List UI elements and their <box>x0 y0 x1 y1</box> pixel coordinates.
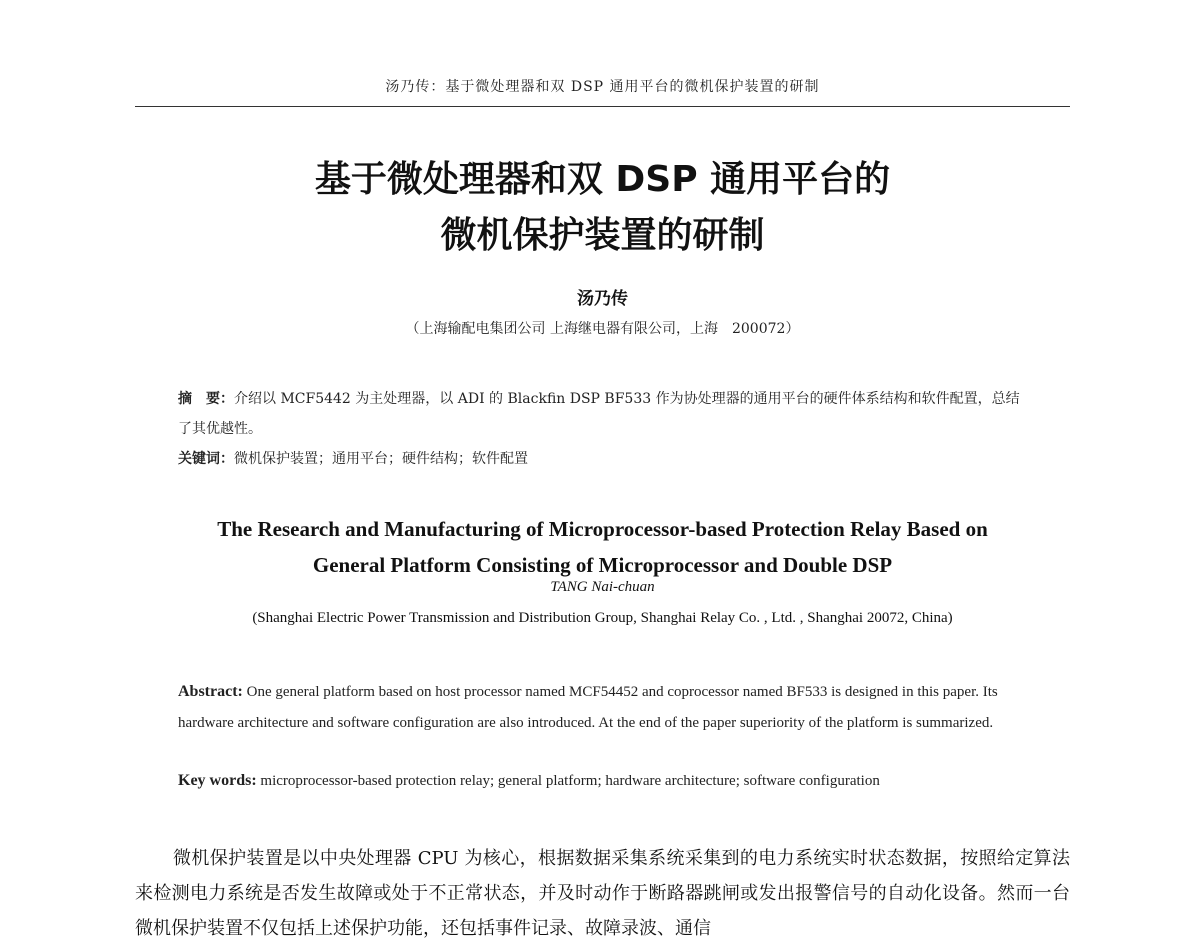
english-abstract <box>178 676 1033 739</box>
header-rule <box>135 106 1070 107</box>
english-abstract-text: One general platform based on host processor named MCF54452 and coprocessor named BF533 is designed in this paper. Its hardware architecture and software configuration are also introduced. At the end of the paper superiority of the platform is summarized. <box>178 684 998 731</box>
chinese-keywords-text: 微机保护装置；通用平台；硬件结构；软件配置 <box>234 451 528 467</box>
running-header: 汤乃传：基于微处理器和双 DSP 通用平台的微机保护装置的研制 <box>385 79 820 95</box>
chinese-author: 汤乃传 <box>577 289 628 309</box>
english-affiliation: (Shanghai Electric Power Transmission and Distribution Group, Shanghai Relay Co. , Ltd. , Shanghai 20072, China) <box>252 610 953 626</box>
english-author: TANG Nai-chuan <box>550 579 655 595</box>
english-title <box>135 511 1070 583</box>
chinese-affiliation: （上海输配电集团公司 上海继电器有限公司，上海 200072） <box>405 321 800 337</box>
chinese-title-line-2: 微机保护装置的研制 <box>440 215 765 256</box>
english-title-line-1: The Research and Manufacturing of Microprocessor-based Protection Relay Based on <box>217 517 988 541</box>
english-abstract-label: Abstract: <box>178 683 243 700</box>
chinese-abstract-label: 摘 要： <box>178 391 234 407</box>
english-keywords-label: Key words: <box>178 772 257 789</box>
english-keywords-text: microprocessor-based protection relay; general platform; hardware architecture; software configuration <box>260 773 880 789</box>
english-title-line-2: General Platform Consisting of Microprocessor and Double DSP <box>312 553 893 577</box>
chinese-abstract-block <box>178 384 1033 474</box>
body-paragraph: 微机保护装置是以中央处理器 CPU 为核心，根据数据采集系统采集到的电力系统实时状态数据，按照给定算法来检测电力系统是否发生故障或处于不正常状态，并及时动作于断路器跳闸或发出报警信号的自动化设备。然而一台微机保护装置不仅包括上述保护功能，还包括事件记录、故障录波、通信 <box>135 848 1070 939</box>
english-keywords <box>178 772 1048 790</box>
chinese-keywords-label: 关键词： <box>178 451 234 467</box>
chinese-title <box>135 152 1070 264</box>
chinese-title-line-1: 基于微处理器和双 DSP 通用平台的 <box>314 159 891 200</box>
chinese-abstract-text: 介绍以 MCF5442 为主处理器，以 ADI 的 Blackfin DSP BF533 作为协处理器的通用平台的硬件体系结构和软件配置，总结了其优越性。 <box>178 391 1020 437</box>
chinese-abstract <box>178 384 1033 444</box>
chinese-keywords <box>178 444 1033 474</box>
